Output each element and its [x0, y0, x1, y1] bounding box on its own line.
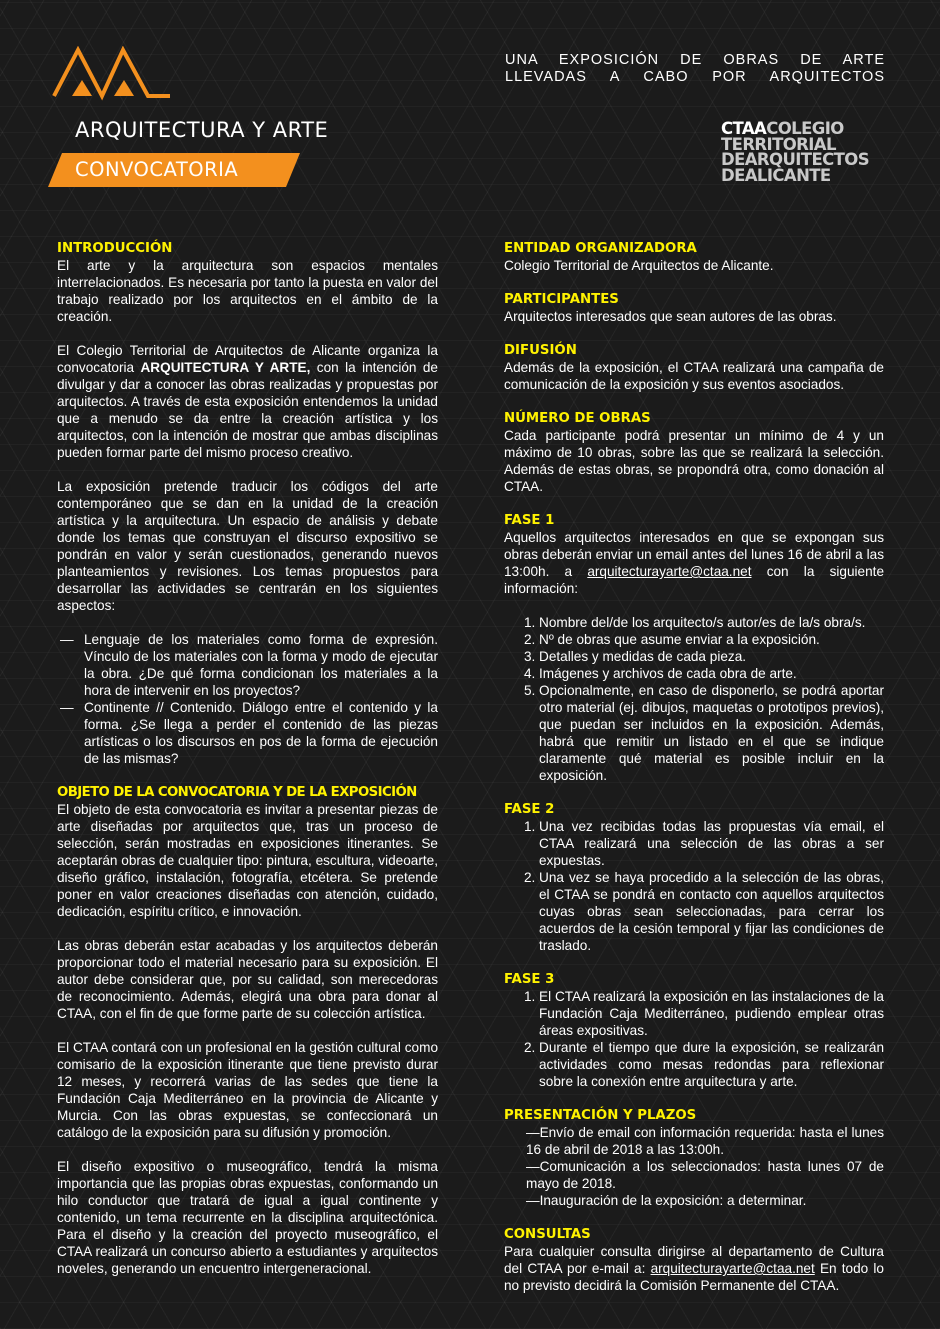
- fase2-list: [504, 818, 884, 954]
- plazo-item: —Envío de email con información requerida: hasta el lunes 16 de abril de 2018 a las 13:00h.: [526, 1125, 884, 1157]
- fase1-section: [504, 512, 884, 784]
- participantes-heading: PARTICIPANTES: [504, 292, 619, 307]
- plazos-heading: PRESENTACIÓN Y PLAZOS: [504, 1108, 697, 1123]
- participantes-text: Arquitectos interesados que sean autores de las obras.: [504, 309, 837, 324]
- intro-paragraph-2: [57, 342, 438, 461]
- right-column: [504, 240, 884, 1311]
- item-number: 4.: [524, 666, 536, 681]
- ctaa-acronym: CTAA: [721, 119, 767, 138]
- item-text: Opcionalmente, en caso de disponerlo, se podrá aportar otro material (ej. dibujos, maquetas o prototipos previos), que puedan ser incluidos en la exposición. Además, habrá que remitir un listado en el que se indique claramente qué material es posible incluir en la exposición.: [539, 683, 884, 783]
- item-number: 1.: [524, 615, 536, 630]
- fase1-item: [504, 682, 884, 784]
- ctaa-logo: [721, 121, 869, 183]
- item-number: 2.: [524, 870, 536, 885]
- fase1-heading: FASE 1: [504, 513, 555, 528]
- numero-section: [504, 410, 884, 495]
- objeto-paragraph-2: Las obras deberán estar acabadas y los arquitectos deberán proporcionar todo el material necesario para su exposición. El autor debe considerar que, por su calidad, son merecedoras de reconocimiento. Además, elegirá una obra para donar al CTAA, con el fin de que forme parte de su colección artística.: [57, 938, 438, 1021]
- fase2-item: [504, 818, 884, 869]
- consultas-text-b: En todo lo no previsto decidirá la Comisión Permanente del CTAA.: [504, 1261, 884, 1293]
- fase2-item: [504, 869, 884, 954]
- fase1-item: [504, 614, 884, 631]
- item-number: 5.: [524, 683, 536, 698]
- fase3-item: [504, 988, 884, 1039]
- ctaa-line-1: COLEGIO: [766, 119, 844, 138]
- difusion-section: [504, 342, 884, 393]
- fase1-text: [504, 529, 884, 597]
- consultas-text: [504, 1243, 884, 1294]
- fase3-heading: FASE 3: [504, 972, 555, 987]
- participantes-section: [504, 291, 884, 325]
- item-number: 2.: [524, 632, 536, 647]
- ctaa-line-2: TERRITORIAL: [721, 134, 836, 154]
- intro-paragraph-3: La exposición pretende traducir los códigos del arte contemporáneo que se dan en la unidad de la creación artística y la arquitectura. Un espacio de análisis y debate donde los temas que construyan el discurso expositivo se pondrán en valor y serán cuestionados, generando nuevos planteamientos y revisiones. Los temas propuestos para desarrollar las actividades se centrarán en los siguientes aspectos:: [57, 479, 438, 613]
- plazo-item: —Inauguración de la exposición: a determinar.: [526, 1193, 807, 1208]
- topic-item: — Continente // Contenido. Diálogo entre el contenido y la forma. ¿Se llega a perder el contenido de las piezas artísticas o los discursos en pos de la forma de ejecución de las mismas?: [57, 699, 438, 767]
- tagline: [505, 52, 885, 86]
- ctaa-line-3: DEARQUITECTOS: [721, 150, 870, 169]
- item-text: Una vez se haya procedido a la selección de las obras, el CTAA se pondrá en contacto con aquellos arquitectos cuyas obras sean seleccionadas, para cerrar los acuerdos de la cesión temporal y fijar las condiciones de traslado.: [539, 870, 884, 953]
- fase1-item: [504, 631, 884, 648]
- intro-paragraph-1: El arte y la arquitectura son espacios mentales interrelacionados. Es necesaria por tanto la puesta en valor del trabajo realizado por los arquitectos en el ámbito de la creación.: [57, 258, 438, 324]
- objeto-paragraph-3: El CTAA contará con un profesional en la gestión cultural como comisario de la exposición itinerante que tiene previsto durar 12 meses, y recorrerá varias de las sedes que tiene la Fundación Caja Mediterráneo en la provincia de Alicante y Murcia. Con las obras expuestas, se confeccionará un catálogo de la exposición para su difusión y promoción.: [57, 1040, 438, 1140]
- double-peak-logo-icon: [52, 46, 172, 106]
- entidad-section: [504, 240, 884, 274]
- brand-title: ARQUITECTURA Y ARTE: [75, 118, 329, 142]
- objeto-paragraph-4: El diseño expositivo o museográfico, tendrá la misma importancia que las propias obras expuestas, conformando un hilo conductor que tratará de igual a igual continente y contenido, un tema recurrente en la disciplina arquitectónica. Para el diseño y la creación del proyecto museográfico, el CTAA realizará un concurso abierto a estudiantes y arquitectos noveles, generando un encuentro intergeneracional.: [57, 1159, 438, 1276]
- item-text: El CTAA realizará la exposición en las instalaciones de la Fundación Caja Mediterráneo, pudiendo emplear otras áreas expositivas.: [539, 989, 884, 1038]
- convocatoria-label: CONVOCATORIA: [75, 158, 239, 181]
- topics-list: [57, 631, 438, 767]
- objeto-heading: OBJETO DE LA CONVOCATORIA Y DE LA EXPOSICIÓN: [57, 785, 417, 800]
- item-text: Durante el tiempo que dure la exposición, se realizarán actividades como mesas redondas para reflexionar sobre la conexión entre arquitectura y arte.: [539, 1040, 884, 1089]
- item-text: Nombre del/de los arquitecto/s autor/es de la/s obra/s.: [539, 615, 866, 630]
- entidad-text: Colegio Territorial de Arquitectos de Alicante.: [504, 258, 774, 273]
- numero-text: Cada participante podrá presentar un mínimo de 4 y un máximo de 10 obras, sobre las que se realizará la selección. Además de estas obras, se propondrá otra, como donación al CTAA.: [504, 428, 884, 494]
- intro-paragraph-2-bold: ARQUITECTURA Y ARTE,: [140, 360, 311, 375]
- fase2-section: [504, 801, 884, 954]
- consultas-heading: CONSULTAS: [504, 1227, 591, 1242]
- plazos-section: [504, 1107, 884, 1209]
- fase2-heading: FASE 2: [504, 802, 555, 817]
- fase1-list: [504, 614, 884, 784]
- intro-paragraph-2-a: El Colegio Territorial de Arquitectos de Alicante organiza la convocatoria: [57, 343, 438, 375]
- consultas-section: [504, 1226, 884, 1294]
- fase1-email-link[interactable]: arquitecturayarte@ctaa.net: [587, 564, 752, 579]
- consultas-text-a: Para cualquier consulta dirigirse al departamento de Cultura del CTAA por e-mail a:: [504, 1244, 884, 1276]
- item-text: Imágenes y archivos de cada obra de arte.: [539, 666, 797, 681]
- tagline-line-2: LLEVADAS A CABO POR ARQUITECTOS: [505, 69, 885, 85]
- topic-item: — Lenguaje de los materiales como forma de expresión. Vínculo de los materiales con la forma y modo de ejecutar la obra. ¿De qué forma condicionan los materiales a la hora de intervenir en los proyectos?: [57, 631, 438, 699]
- fase1-text-a: Aquellos arquitectos interesados en que se expongan sus obras deberán enviar un email antes del lunes 16 de abril a las 13:00h. a: [504, 530, 884, 579]
- entidad-heading: ENTIDAD ORGANIZADORA: [504, 241, 697, 256]
- item-number: 2.: [524, 1040, 536, 1055]
- intro-paragraph-2-c: con la intención de divulgar y dar a conocer las obras realizadas y propuestas por arquitectos. A través de esta exposición entendemos la unidad que a menudo se da entre la creación artística y los arquitectos, con la intención de mostrar que ambas disciplinas pueden formar parte del mismo proceso creativo.: [57, 360, 438, 460]
- fase3-section: [504, 971, 884, 1090]
- left-column: [57, 240, 438, 1277]
- fase1-item: [504, 665, 884, 682]
- item-text: Detalles y medidas de cada pieza.: [539, 649, 747, 664]
- tagline-line-1: UNA EXPOSICIÓN DE OBRAS DE ARTE: [505, 52, 885, 68]
- intro-heading: INTRODUCCIÓN: [57, 241, 173, 256]
- fase3-item: [504, 1039, 884, 1090]
- numero-heading: NÚMERO DE OBRAS: [504, 411, 651, 426]
- item-text: Nº de obras que asume enviar a la exposición.: [539, 632, 820, 647]
- ctaa-line-4: DEALICANTE: [721, 165, 831, 185]
- fase3-list: [504, 988, 884, 1090]
- objeto-paragraph-1: El objeto de esta convocatoria es invitar a presentar piezas de arte diseñadas por arquitectos que, tras un proceso de selección, serán mostradas en exposiciones itinerantes. Se aceptarán obras de cualquier tipo: pintura, escultura, videoarte, diseño gráfico, instalación, fotografía, etcétera. Se pretende poner en valor creaciones diseñadas con atención, cuidado, dedicación, espíritu crítico, e innovación.: [57, 802, 438, 919]
- fase1-item: [504, 648, 884, 665]
- item-number: 1.: [524, 819, 536, 834]
- consultas-email-link[interactable]: arquitecturayarte@ctaa.net: [650, 1261, 815, 1276]
- difusion-heading: DIFUSIÓN: [504, 343, 577, 358]
- fase1-text-b: con la siguiente información:: [504, 564, 884, 596]
- item-number: 1.: [524, 989, 536, 1004]
- plazo-item: —Comunicación a los seleccionados: hasta lunes 07 de mayo de 2018.: [526, 1159, 884, 1191]
- difusion-text: Además de la exposición, el CTAA realizará una campaña de comunicación de la exposición y sus eventos asociados.: [504, 360, 884, 392]
- item-number: 3.: [524, 649, 536, 664]
- item-text: Una vez recibidas todas las propuestas vía email, el CTAA realizará una selección de las obras a ser expuestas.: [539, 819, 884, 868]
